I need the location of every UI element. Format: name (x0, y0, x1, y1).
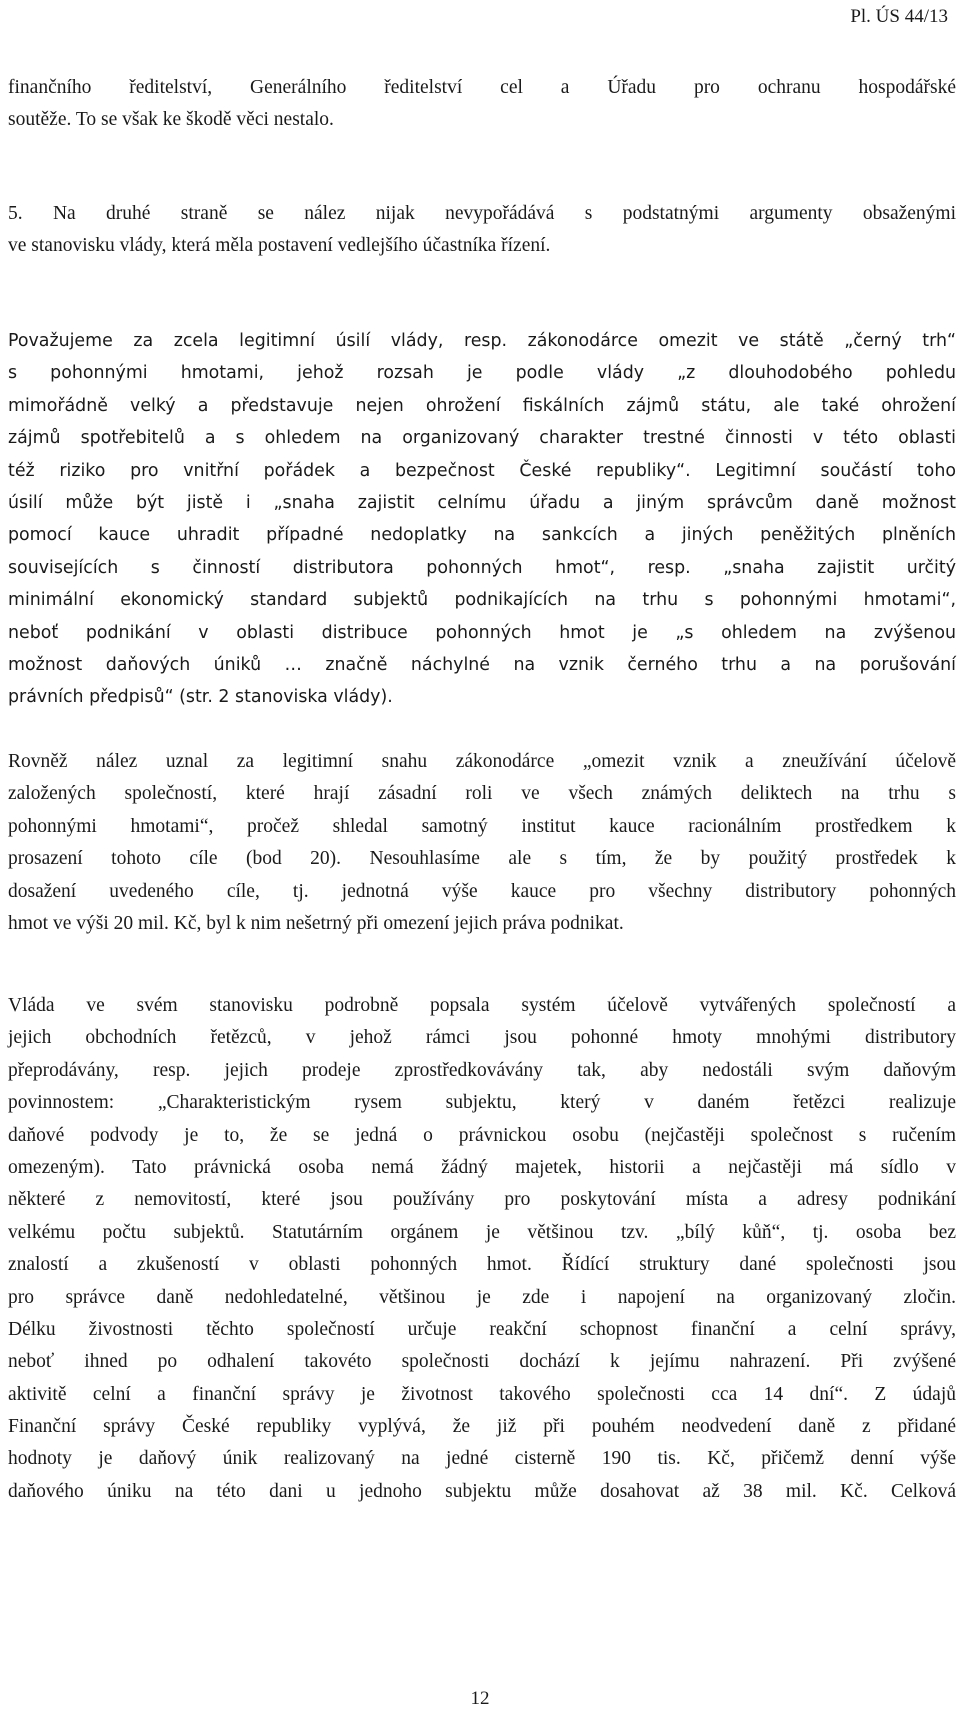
text-line: souvisejících s činností distributora pohonných hmot“, resp. „snaha zajistit určitý (8, 557, 956, 578)
paragraph-government-effort (8, 325, 956, 714)
text-line: Považujeme za zcela legitimní úsilí vlády, resp. zákonodárce omezit ve státě „černý trh“ (8, 331, 956, 351)
text-line: hodnoty je daňový únik realizovaný na jedné cisterně 190 tis. Kč, přičemž denní výše (8, 1448, 956, 1470)
text-line: povinnostem: „Charakteristickým rysem subjektu, který v daném řetězci realizuje (8, 1092, 956, 1114)
text-line: Rovněž nález uznal za legitimní snahu zákonodárce „omezit vznik a zneužívání účelově (8, 751, 956, 772)
text-line: finančního ředitelství, Generálního ředitelství cel a Úřadu pro ochranu hospodářské (8, 77, 956, 98)
text-line: Délku živostnosti těchto společností určuje reakční schopnost finanční a celní správy, (8, 1318, 956, 1340)
text-line: daňového úniku na této dani u jednoho subjektu může dosahovat až 38 mil. Kč. Celková (8, 1480, 956, 1502)
text-line: dosažení uvedeného cíle, tj. jednotná výše kauce pro všechny distributory pohonných (8, 880, 956, 902)
document-reference: Pl. ÚS 44/13 (850, 6, 948, 27)
text-line: hmot ve výši 20 mil. Kč, byl k nim nešetrný při omezení jejich práva podnikat. (8, 912, 624, 934)
paragraph-point-5 (8, 198, 956, 263)
text-line: jejich obchodních řetězců, v jehož rámci jsou pohonné hmoty mnohými distributory (8, 1027, 956, 1049)
text-line: s pohonnými hmotami, jehož rozsah je podle vlády „z dlouhodobého pohledu (8, 363, 956, 384)
text-line: Finanční správy České republiky vyplývá, že již při pouhém neodvedení daně z přidané (8, 1416, 956, 1438)
text-line: soutěže. To se však ke škodě věci nestalo. (8, 109, 334, 131)
text-line: pohonnými hmotami“, pročež shledal samotný institut kauce racionálním prostředkem k (8, 815, 956, 837)
text-line: minimální ekonomický standard subjektů podnikajících na trhu s pohonnými hmotami“, (8, 590, 956, 611)
paragraph-continuation (8, 72, 956, 137)
text-line: aktivitě celní a finanční správy je životnost takového společnosti cca 14 dní“. Z údajů (8, 1383, 956, 1405)
text-line: též riziko pro vnitřní pořádek a bezpečnost České republiky“. Legitimní součástí toho (8, 460, 956, 481)
text-line: neboť ihned po odhalení takovéto společnosti dochází k jejímu nahrazení. Při zvýšené (8, 1351, 956, 1373)
text-line: daňové podvody je to, že se jedná o právnickou osobu (nejčastěji společnost s ručením (8, 1124, 956, 1146)
text-line: Vláda ve svém stanovisku podrobně popsala systém účelově vytvářených společností a (8, 995, 956, 1016)
page-number: 12 (470, 1688, 490, 1709)
text-line: mimořádně velký a představuje nejen ohrožení fiskálních zájmů státu, ale také ohrožení (8, 395, 956, 416)
text-line: přeprodávány, resp. jejich prodeje zprostředkovávány tak, aby nedostáli svým daňovým (8, 1059, 956, 1081)
text-line: právních předpisů“ (str. 2 stanoviska vlády). (8, 687, 393, 708)
text-line: některé z nemovitostí, které jsou používány pro poskytování místa a adresy podnikání (8, 1189, 956, 1211)
text-line: velkému počtu subjektů. Statutárním orgánem je většinou tzv. „bílý kůň“, tj. osoba bez (8, 1221, 956, 1243)
text-line: 5. Na druhé straně se nález nijak nevypořádává s podstatnými argumenty obsaženými (8, 203, 956, 224)
text-line: úsilí může být jistě i „snaha zajistit celnímu úřadu a jiným správcům daně možnost (8, 492, 956, 513)
text-line: znalostí a zkušeností v oblasti pohonných hmot. Řídící struktury dané společnosti jsou (8, 1254, 956, 1276)
text-line: zájmů spotřebitelů a s ohledem na organizovaný charakter trestné činnosti v této oblasti (8, 428, 956, 449)
text-line: omezeným). Tato právnická osoba nemá žádný majetek, historii a nejčastěji má sídlo v (8, 1156, 956, 1178)
text-line: ve stanovisku vlády, která měla postavení vedlejšího účastníka řízení. (8, 235, 551, 257)
text-line: založených společností, které hrají zásadní roli ve všech známých deliktech na trhu s (8, 783, 956, 805)
text-line: možnost daňových úniků … značně náchylné na vznik černého trhu a na porušování (8, 654, 956, 675)
text-line: pro správce daně nedohledatelné, většinou je zde i napojení na organizovaný zločin. (8, 1286, 956, 1308)
text-line: pomocí kauce uhradit případné nedoplatky na sankcích a jiných peněžitých plněních (8, 525, 956, 546)
text-line: neboť podnikání v oblasti distribuce pohonných hmot je „s ohledem na zvýšenou (8, 622, 956, 643)
text-line: prosazení tohoto cíle (bod 20). Nesouhlasíme ale s tím, že by použitý prostředek k (8, 848, 956, 870)
paragraph-government-statement (8, 990, 956, 1508)
paragraph-legitimate-aim (8, 746, 956, 940)
